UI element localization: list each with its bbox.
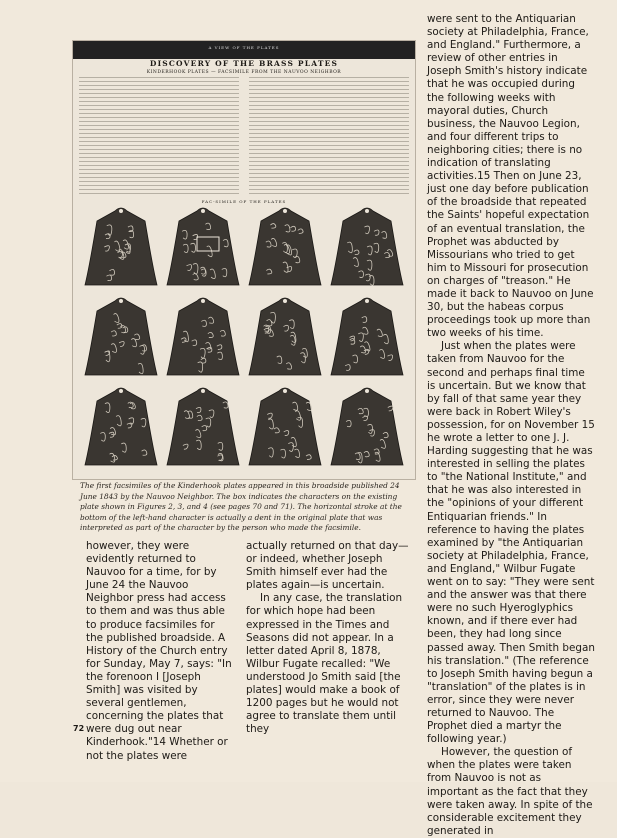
plates-label: FAC-SIMILE OF THE PLATES (201, 199, 287, 204)
broadside-text-column (79, 77, 239, 197)
broadside-title: DISCOVERY OF THE BRASS PLATES (149, 59, 339, 68)
paragraph: actually returned on that day—or indeed, whether Joseph Smith himself ever had the plates again—is uncertain. (246, 540, 409, 592)
body-column-middle (246, 540, 412, 736)
kinderhook-plate (331, 208, 403, 285)
kinderhook-plate (85, 208, 157, 285)
broadside-subtitle: KINDERHOOK PLATES — FACSIMILE FROM THE NAUVOO NEIGHBOR (146, 70, 342, 75)
kinderhook-plate (249, 388, 321, 465)
kinderhook-plate (167, 298, 239, 375)
kinderhook-plate (167, 388, 239, 465)
kinderhook-plate (249, 208, 321, 285)
paragraph: Just when the plates were taken from Nauvoo for the second and perhaps final time is uncertain. But we know that by fall of that same year they were back in Robert Wiley's possession, for on November 15 he wrote a letter to one J. J. Harding suggesting that he was interested in selling the plates to "the National Institute," and that he was also interested in the "opinions of your different Entiquarian friends." In reference to having the plates examined by "the Antiquarian society at Philadelphia, France, and England," Wilbur Fugate went on to say: "They were sent and the answer was that there were no such Hyeroglyphics known, and if there ever had been, they had long since passed away. Then Smith began his translation." (The reference to Joseph Smith having begun a "translation" of the plates is in error, since they were never returned to Nauvoo. The Prophet died a martyr the following year.) (427, 340, 595, 746)
broadside-text-column (249, 77, 409, 197)
paragraph: In any case, the translation for which hope had been expressed in the Times and Seasons did not appear. In a letter dated April 8, 1878, Wilbur Fugate recalled: "We understood Jo Smith said [the plates] would make a book of 1200 pages but he would not agree to translate them until they (246, 592, 403, 736)
kinderhook-plate (331, 298, 403, 375)
broadside-kicker: A VIEW OF THE PLATES (208, 45, 280, 50)
plates-grid (79, 205, 409, 475)
page-number: 72 (73, 724, 85, 733)
kinderhook-plate (85, 388, 157, 465)
broadside-text-block (79, 77, 409, 197)
body-column-right (427, 13, 595, 838)
body-column-left (86, 540, 234, 763)
broadside-masthead (73, 41, 415, 59)
kinderhook-plate (331, 388, 403, 465)
paragraph: however, they were evidently returned to Nauvoo for a time, for by June 24 the Nauvoo Neighbor press had access to them and was thus able to produce facsimiles for the published broadside. A History of the Church entry for Sunday, May 7, says: "In the forenoon I [Joseph Smith] was visited by several gentlemen, concerning the plates that were dug out near Kinderhook."14 Whether or not the plates were (86, 540, 232, 762)
paragraph: were sent to the Antiquarian society at Philadelphia, France, and England." Furthermore, a review of other entries in Joseph Smith's history indicate that he was occupied during the following weeks with mayoral duties, Church business, the Nauvoo Legion, and four different trips to neighboring cities; there is no indication of translating activities.15 Then on June 23, just one day before publication of the broadside that repeated the Saints' hopeful expectation of an eventual translation, the Prophet was abducted by Missourians who tried to get him to Missouri for prosecution on charges of "treason." He made it back to Nauvoo on June 30, but the habeas corpus proceedings took up more than two weeks of his time. (427, 13, 594, 340)
broadside-facsimile (72, 40, 416, 480)
figure-caption: The first facsimiles of the Kinderhook plates appeared in this broadside published 24 June 1843 by the Nauvoo Neighbor. The box indicates the characters on the existing plate shown in Figures 2, 3, and 4 (see pages 70 and 71). The horizontal stroke at the bottom of the left-hand character is actually a dent in the original plate that was interpreted as part of the character by the person who made the facsimile. (80, 481, 402, 533)
paragraph: However, the question of when the plates were taken from Nauvoo is not as important as the fact that they were taken away. In spite of the considerable excitement they generated in (427, 746, 593, 837)
kinderhook-plate (249, 298, 321, 375)
kinderhook-plate (85, 298, 157, 375)
kinderhook-plate (167, 208, 239, 285)
